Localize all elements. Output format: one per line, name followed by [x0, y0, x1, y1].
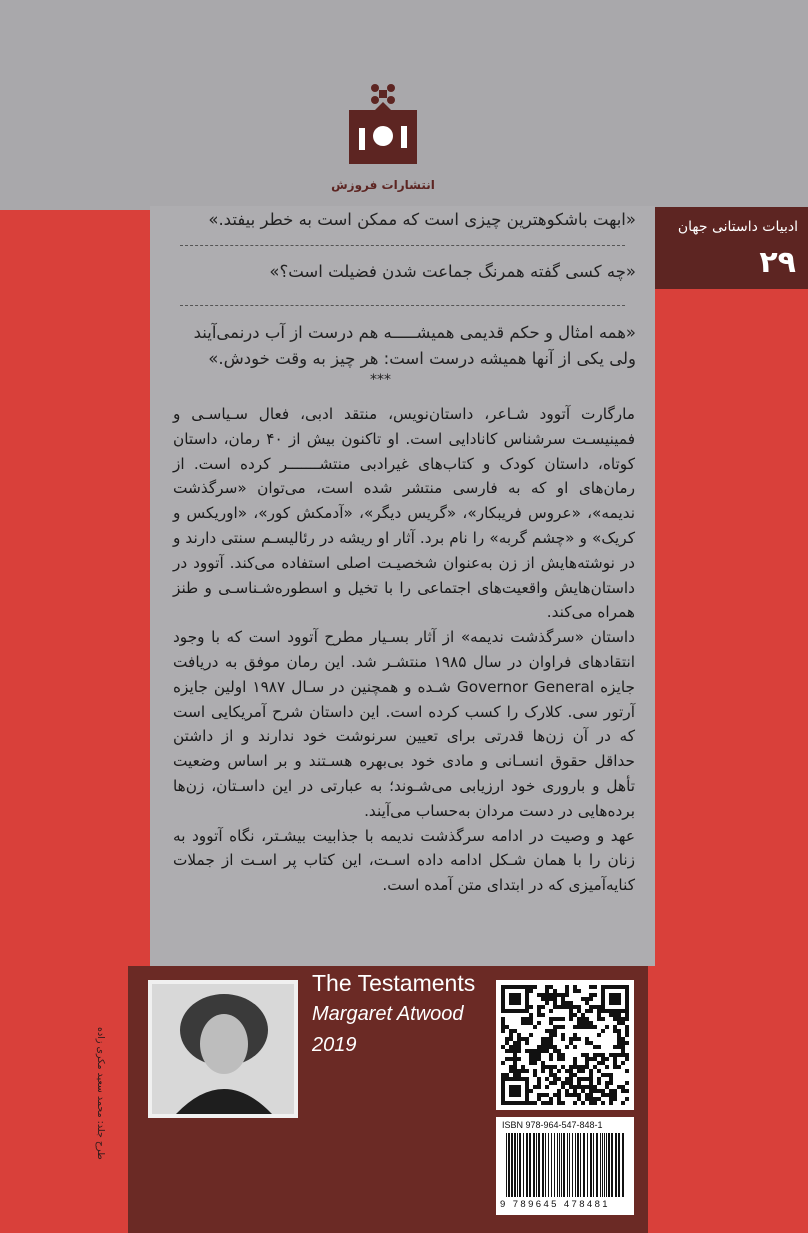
- paragraph: مارگارت آتوود شـاعر، داستان‌نویس، منتقد ادبی، فعال سـیاسـی و فمینیسـت سرشناس کانادایی است. او تاکنون بیش از ۴۰ رمان، داستان کوتاه، داستان کودک و کتاب‌های غیرادبی منتشـــــــر کرده است. از رمان‌های او که به فارسی منتشر شده است، می‌توان «سرگذشت ندیمه»، «عروس فریبکار»، «گریس دیگر»، «آدمکش کور»، «اوریکس و کریک» و «چشم گربه» را نام برد. آثار او ریشه در رئالیسـم سنتی دارند و در نوشته‌هایش از زن به‌عنوان شخصیـت اصلی استفاده می‌کند. آتوود در داستان‌هایش واقعیت‌های اجتماعی را با تخیل و اسطوره‌شـناسـی و طنز همراه می‌کند.: [173, 405, 636, 622]
- publisher-name: انتشارات فروزش: [331, 178, 435, 192]
- author-photo: [148, 980, 298, 1118]
- series-label: ادبیات داستانی جهان: [677, 219, 798, 235]
- series-badge: [655, 207, 808, 289]
- book-year: 2019: [312, 1034, 357, 1056]
- quote-3: «همه امثال و حکم قدیمی همیشـــــه هم درست از آب درنمی‌آیند ولی یکی از آنها همیشه درست است: هر چیز به وقت خودش.»: [193, 323, 636, 368]
- description: [173, 402, 635, 898]
- quote-divider: [180, 245, 625, 246]
- paragraph: عهد و وصیت در ادامه سرگذشت ندیمه با جذابیت بیشـتر، نگاه آتوود به زنان را با همان شـکل ادامه داده اسـت، این کتاب پر اسـت از جملات کنایه‌آمیزی که در ابتدای متن آمده است.: [173, 826, 635, 895]
- quote-1: «ابهت باشکوهترین چیزی است که ممکن است به خطر بیفتد.»: [208, 210, 636, 229]
- barcode: [496, 1117, 634, 1215]
- series-number: ۲۹: [759, 245, 796, 280]
- isbn-label: ISBN 978-964-547-848-1: [502, 1120, 603, 1130]
- book-author: Margaret Atwood: [312, 1003, 464, 1025]
- cover-credit: طرح جلد: محمد سعید مکری زاده: [95, 1027, 106, 1160]
- publisher-logo-icon: [345, 78, 421, 166]
- quote-divider: [180, 305, 625, 306]
- qr-code[interactable]: [496, 980, 634, 1110]
- quote-2: «چه کسی گفته همرنگ جماعت شدن فضیلت است؟»: [269, 262, 636, 281]
- separator: ***: [370, 372, 391, 388]
- barcode-digits: 9 789645 478481: [500, 1199, 610, 1210]
- paragraph: داستان «سرگذشت ندیمه» از آثار بسـیار مطرح آتوود است که با وجود انتقادهای فراوان در سال ۱۹۸۵ منتشـر شد. این رمان موفق به دریافت جایزه Governor General شـده و همچنین در سـال ۱۹۸۷ اولین جایزه آرتور سی. کلارک را کسب کرده است. این داستان شرح آمریکایی است که در آن زن‌ها قدرتی برای تعیین سرنوشت خود ندارند و از داشتن حداقل حقوق انسـانی و مادی خود بی‌بهره هسـتند و بر اساس وضعیت تأهل و باروری خود ارزیابی می‌شـوند؛ به عبارتی در این داسـتان، زن‌ها برده‌هایی در دست مردان به‌حساب می‌آیند.: [173, 628, 635, 820]
- book-title: The Testaments: [312, 970, 476, 996]
